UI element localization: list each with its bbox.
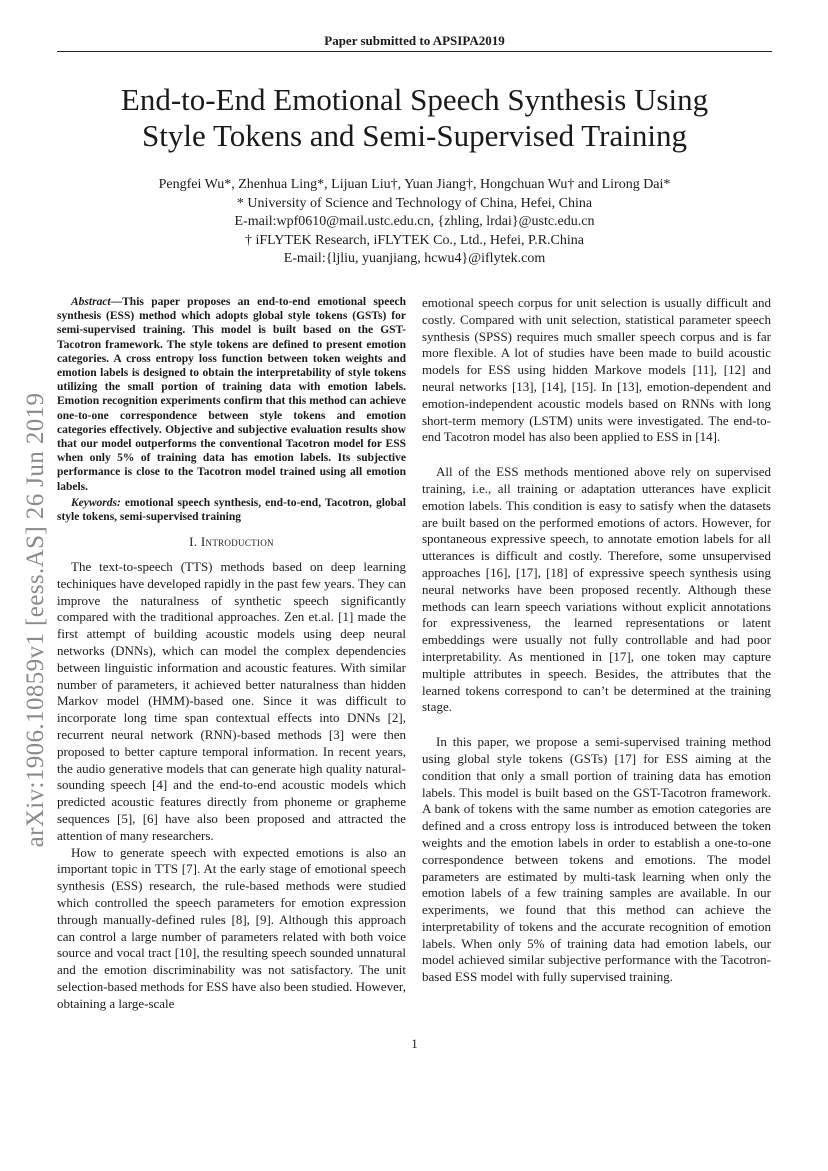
left-column (57, 295, 406, 1013)
keywords (57, 496, 406, 524)
abstract-lead: Abstract (71, 296, 111, 308)
author-names: Pengfei Wu*, Zhenhua Ling*, Lijuan Liu†, Yuan Jiang†, Hongchuan Wu† and Lirong Dai* (158, 177, 671, 192)
arxiv-stamp (16, 360, 56, 880)
email-iflytek: E-mail:{ljliu, yuanjiang, hcwu4}@iflytek.com (283, 251, 546, 266)
section-heading-introduction: I. Introduction (189, 534, 274, 550)
abstract-text: —This paper proposes an end-to-end emotional speech synthesis (ESS) method which adopts global style tokens (GSTs) for semi-supervised training. This model is built based on the GST-Tacotron framework. The style tokens are defined to present emotion categories. A cross entropy loss function between token weights and emotion labels is designed to obtain the interpretability of style tokens utilizing the small portion of training data with emotion labels. Emotion recognition experiments confirm that this method can achieve one-to-one correspondence between style tokens and emotion categories effectively. Objective and subjective evaluation results show that our model outperforms the conventional Tacotron model for ESS when only 5% of training data has emotion labels. Its subjective performance is close to the Tacotron model trained using all emotion labels. (57, 296, 406, 493)
running-header: Paper submitted to APSIPA2019 (324, 33, 505, 48)
affiliation-ustc: * University of Science and Technology of China, Hefei, China (236, 195, 593, 211)
page-number: 1 (411, 1036, 418, 1051)
right-column (422, 295, 771, 986)
body-paragraph: In this paper, we propose a semi-supervised training method using global style tokens (GSTs) [17] for ESS aiming at the condition that only a small portion of training data has emotion labels. This model is built based on the GST-Tacotron framework. A bank of tokens with the same number as emotion categories are defined and a cross entropy loss is introduced between the token weights and the emotion labels in order to establish a one-to-one correspondence between tokens and emotions. The model parameters are estimated by multi-task learning when only the emotion labels of a few training samples are available. In our experiments, we found that this method can achieve the interpretability of tokens and the accurate recognition of emotion labels. When only 5% of training data had emotion labels, our model achieved similar subjective performance with the Tacotron-based ESS model with fully supervised training. (422, 734, 771, 985)
title-line-1: End-to-End Emotional Speech Synthesis Using (120, 82, 709, 117)
body-paragraph: How to generate speech with expected emotions is also an important topic in TTS [7]. At the early stage of emotional speech synthesis (ESS) research, the rule-based methods were studied which controlled the speech parameters for emotion expression through manually-defined rules [8], [9]. Although this approach can control a large number of parameters related with both voice source and vocal tract [10], the resulting speech sounded unnatural and the emotion discriminability was not satisfactory. The unit selection-based methods for ESS have also been studied. However, obtaining a large-scale (57, 844, 406, 1011)
body-paragraph: All of the ESS methods mentioned above rely on supervised training, i.e., all training or adaptation utterances have explicit emotion labels. This condition is easy to satisfy when the datasets are built based on the performed emotions of actors. However, for spontaneous expressive speech, to annotate emotion labels for all utterances is difficult and costly. Therefore, some unsupervised approaches [16], [17], [18] of expressive speech synthesis using neural networks have been proposed recently. Although these methods can learn speech variations without explicit annotations for expressiveness, the learned representations or latent embeddings were usually not fully controllable and had poor interpretability. As mentioned in [17], one token may capture multiple attributes in speech. Besides, the attributes that the learned tokens correspond to can’t be determined at the training stage. (422, 464, 771, 715)
author-block (57, 176, 772, 269)
title-line-2: Style Tokens and Semi-Supervised Training (142, 118, 687, 153)
body-paragraph: emotional speech corpus for unit selection is usually difficult and costly. Compared with unit selection, statistical parameter speech synthesis (SPSS) requires much smaller speech corpus and is far more flexible. A lot of studies have been made to build acoustic models for ESS using hidden Markove models [11], [12] and neural networks [13], [14], [15]. In [13], emotion-dependent and emotion-independent acoustic models based on RNNs with long short-term memory (LSTM) units were investigated. The end-to-end Tacotron model has also been applied to ESS in [14]. (422, 295, 771, 445)
paper-title (57, 82, 772, 154)
header-rule (57, 51, 772, 52)
email-ustc: E-mail:wpf0610@mail.ustc.edu.cn, {zhling, lrdai}@ustc.edu.cn (234, 214, 595, 229)
affiliation-iflytek: † iFLYTEK Research, iFLYTEK Co., Ltd., Hefei, P.R.China (245, 232, 584, 248)
keywords-text: emotional speech synthesis, end-to-end, Tacotron, global style tokens, semi-supervised training (57, 496, 406, 524)
body-paragraph: The text-to-speech (TTS) methods based on deep learning techiniques have developed rapidly in the past few years. They can improve the naturalness of synthetic speech significantly compared with the traditional approaches. Zen et.al. [1] made the first attempt of building acoustic models using deep neural networks (DNNs), which can model the complex dependencies between linguistic information and acoustic features. With similar number of parameters, it achieved better naturalness than hidden Markov model (HMM)-based one. Since it was difficult to incorporate long time span contextual effects into DNNs [2], recurrent neural network (RNN)-based methods [3] were then proposed to better capture temporal information. In recent years, the audio generative models that can generate high quality natural-sounding speech [4] and the end-to-end acoustic models which predicted acoustic features directly from phoneme or grapheme sequences [5], [6] have also been proposed and attracted the attention of many researchers. (57, 559, 406, 843)
arxiv-stamp-text: arXiv:1906.10859v1 [eess.AS] 26 Jun 2019 (22, 392, 49, 848)
keywords-lead: Keywords: (71, 496, 121, 509)
abstract (57, 295, 406, 494)
